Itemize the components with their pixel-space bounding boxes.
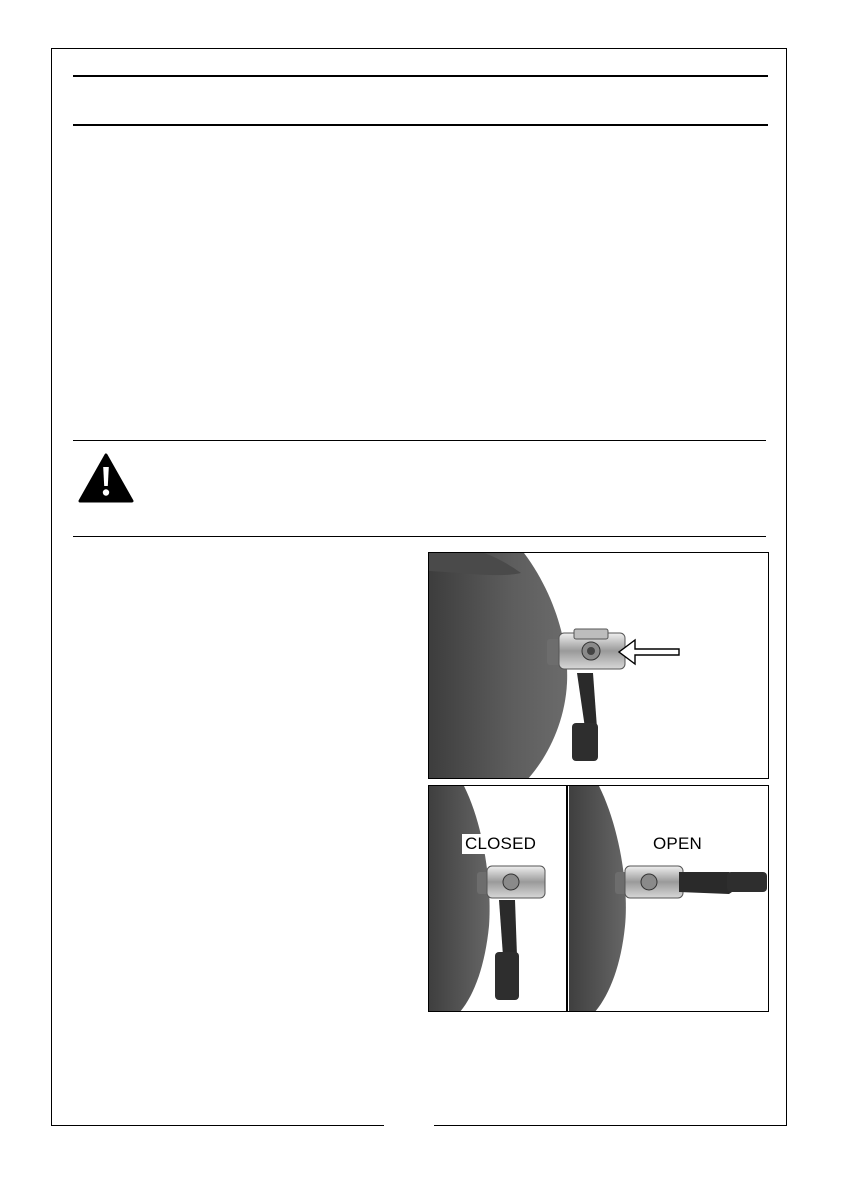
valve-photo-graphic xyxy=(429,553,769,779)
title-rule-top xyxy=(73,75,768,77)
warning-rule-bottom xyxy=(73,536,766,537)
open-label: OPEN xyxy=(653,834,702,853)
title-rule-bottom xyxy=(73,124,768,126)
page-number-gap xyxy=(384,1122,434,1132)
valve-arrow-photo xyxy=(428,552,769,779)
closed-label: CLOSED xyxy=(462,834,539,854)
warning-triangle-icon xyxy=(78,452,134,504)
warning-rule-top xyxy=(73,440,766,441)
valve-states-graphic xyxy=(429,786,769,1012)
photo-divider xyxy=(566,786,568,1012)
valve-closed-open-photo xyxy=(428,785,769,1012)
